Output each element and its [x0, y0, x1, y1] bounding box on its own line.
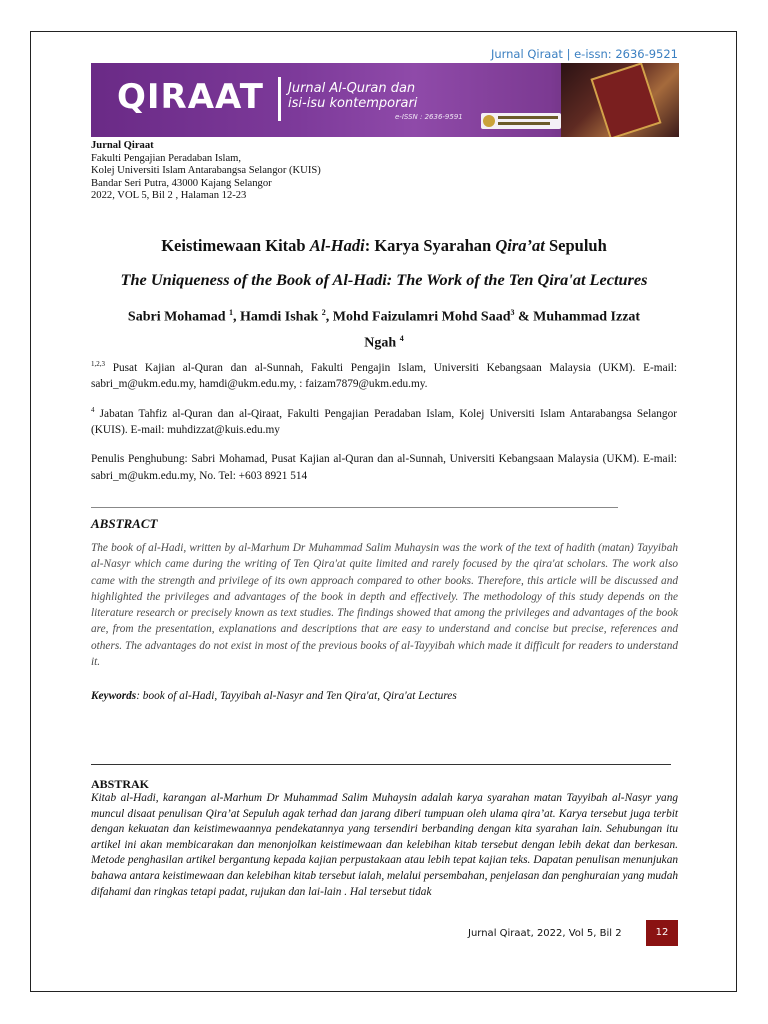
title-malay-part: Sepuluh	[544, 236, 607, 255]
banner-divider	[278, 77, 281, 121]
keywords	[91, 690, 457, 702]
author-name: , Hamdi Ishak	[233, 309, 322, 325]
title-english: The Uniqueness of the Book of Al-Hadi: The Work of the Ten Qira'at Lectures	[120, 270, 648, 289]
author-name: , Mohd Faizulamri Mohd Saad	[325, 309, 511, 325]
separator-line	[91, 764, 671, 765]
abstrak-heading: ABSTRAK	[91, 777, 150, 791]
corresponding-author: Penulis Penghubung: Sabri Mohamad, Pusat Kajian al-Quran dan al-Sunnah, Universiti Kebangsaan Malaysia (UKM). E-mail: sabri_m@ukm.edu.my, No. Tel: +603 8921 514	[91, 453, 677, 482]
abstract-body: The book of al-Hadi, written by al-Marhum Dr Muhammad Salim Muhaysin was the work of the text of hadith (matan) Tayyibah al-Nasyr which came during the writing of Ten Qira'at quite limited and rarely focused by the qira'at scholars. The work also came with the strength and privilege of its own approach compared to other books. Therefore, this article will be discussed and highlighted the privileges and advantages of the book in depth and effectively. The methodology of this study depends on the literature research or precisely known as text studies. The findings showed that among the privileges and advantages of the book are, from the presentation, explanations and descriptions that are easy to understand and concise but precise, references and others. The advantages do not exist in most of the previous books of al-Tayyibah which made it difficult for readers to understand it.	[91, 542, 678, 669]
banner-issn: e-ISSN : 2636-9591	[395, 113, 463, 121]
journal-banner	[91, 63, 679, 137]
author-sup: 3	[510, 308, 515, 317]
title-malay-part: : Karya Syarahan	[364, 236, 496, 255]
author-name: & Muhammad Izzat	[514, 309, 641, 325]
banner-subtitle-line1: Jurnal Al-Quran dan	[288, 81, 416, 96]
separator-line	[91, 507, 618, 508]
affiliation-sup: 1,2,3	[91, 360, 105, 368]
banner-subtitle-line2: isi-isu kontemporari	[288, 96, 418, 111]
affiliation-text: Jabatan Tahfiz al-Quran dan al-Qiraat, Fakulti Pengajian Peradaban Islam, Kolej Universiti Islam Antarabangsa Selangor (KUIS). E-mail: muhdizzat@kuis.edu.my	[91, 407, 677, 437]
page-number: 12	[646, 920, 678, 946]
title-malay-part: Al-Hadi	[309, 236, 365, 255]
journal-name: Jurnal Qiraat	[91, 140, 154, 151]
quran-image	[561, 63, 679, 137]
footer-citation: Jurnal Qiraat, 2022, Vol 5, Bil 2	[468, 928, 622, 939]
university-logo-text	[498, 116, 558, 119]
affiliation-1	[91, 356, 677, 393]
university-logo-text	[498, 122, 550, 125]
affiliation-sup: 4	[91, 406, 95, 414]
journal-meta	[91, 140, 321, 203]
journal-header-line: Jurnal Qiraat | e-issn: 2636-9521	[490, 47, 678, 61]
author-sup: 2	[321, 308, 326, 317]
university-logo	[481, 113, 561, 129]
authors	[91, 302, 677, 353]
university-crest-icon	[483, 115, 495, 127]
title-malay-part: Qira’at	[495, 236, 545, 255]
title-malay-part: Keistimewaan Kitab	[161, 236, 310, 255]
meta-line: Kolej Universiti Islam Antarabangsa Selangor (KUIS)	[91, 165, 321, 177]
qiraat-logo: QIRAAT	[117, 77, 264, 117]
title-malay	[0, 236, 768, 256]
author-name: Sabri Mohamad	[127, 309, 230, 325]
meta-line: 2022, VOL 5, Bil 2 , Halaman 12-23	[91, 190, 247, 202]
abstract-heading: ABSTRACT	[91, 516, 158, 531]
meta-line: Bandar Seri Putra, 43000 Kajang Selangor	[91, 177, 272, 189]
author-sup: 4	[399, 333, 404, 343]
affiliation-text: Pusat Kajian al-Quran dan al-Sunnah, Fakulti Pengajin Islam, Universiti Kebangsaan Malaysia (UKM). E-mail: sabri_m@ukm.edu.my, hamdi@ukm.edu.my, : faizam7879@ukm.edu.my.	[91, 361, 677, 391]
author-sup: 1	[229, 308, 234, 317]
author-name: Ngah	[364, 335, 400, 351]
affiliation-2	[91, 402, 677, 439]
quran-book-icon	[590, 63, 661, 137]
keywords-label: Keywords	[91, 690, 137, 702]
keywords-text: : book of al-Hadi, Tayyibah al-Nasyr and Ten Qira'at, Qira'at Lectures	[136, 690, 457, 702]
abstrak-body: Kitab al-Hadi, karangan al-Marhum Dr Muhammad Salim Muhaysin adalah karya syarahan matan Tayyibah al-Nasyr yang muncul disaat penulisan Qira’at Sepuluh agak terhad dan jarang diberi tumpuan oleh ulama qira’at. Karya tersebut juga terbit dengan kekuatan dan keistimewaannya pendekatannya yang tersendiri berbanding dengan kita syarahan lain. Sehubungan itu artikel ini akan membicarakan dan menonjolkan keistimewaan dan kelebihan kitab tersebut dengan lebih dekat dan berkesan. Metode penghasilan artikel bergantung kepada kajian perpustakaan atau lebih tepat kajian teks. Dapatan penulisan menunjukan bahawa antara keistimewaan dan kelebihan kitab tersebut ialah, melalui persembahan, penjelasan dan penghuraian yang mudah difahami dan ringkas tetapi padat, rujukan dan lai-lain . Hal tersebut tidak	[91, 792, 678, 898]
meta-line: Fakulti Pengajian Peradaban Islam,	[91, 152, 242, 164]
